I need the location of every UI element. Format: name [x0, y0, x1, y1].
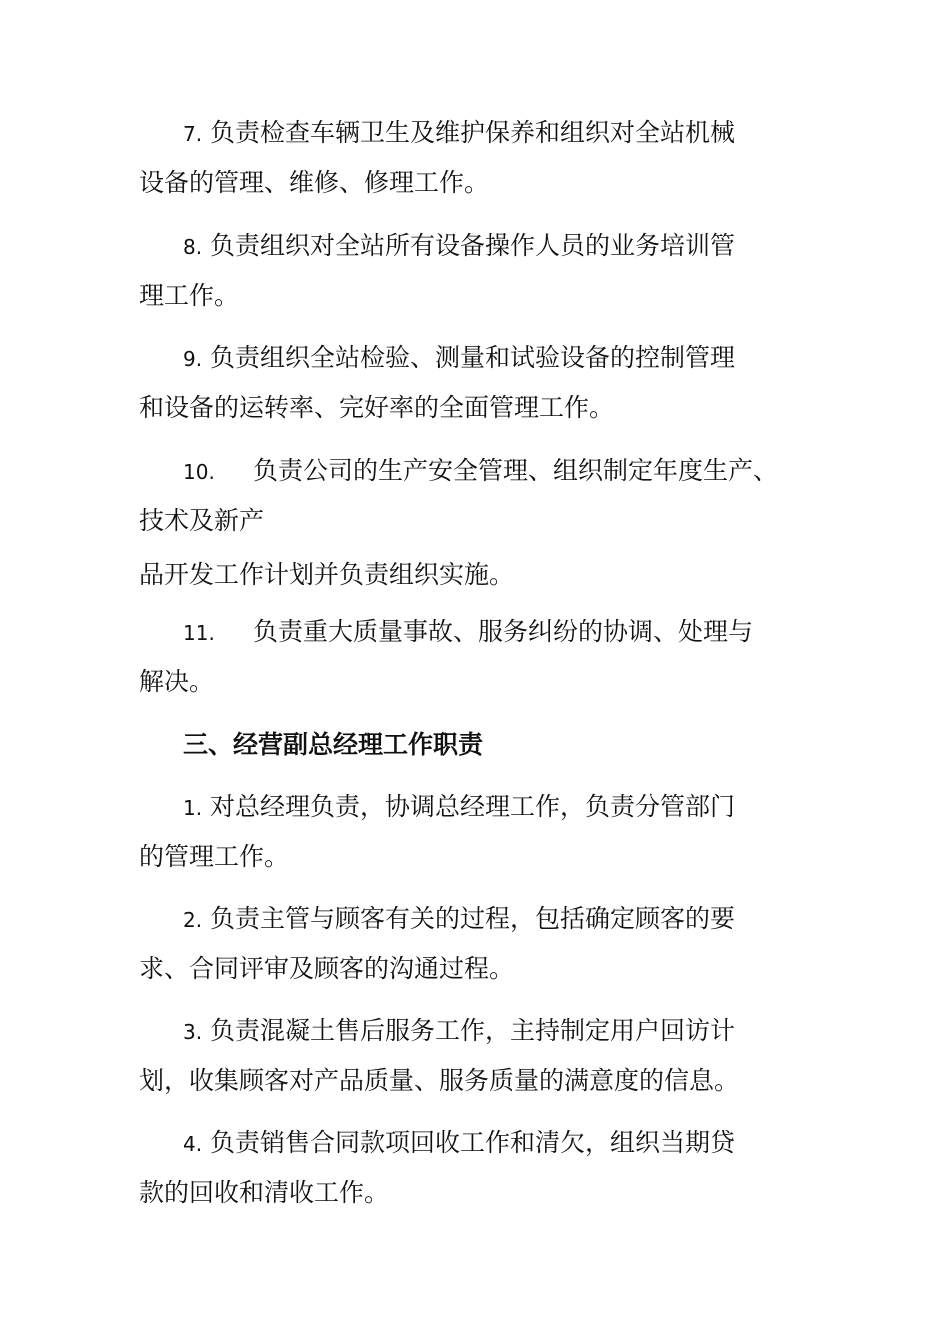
section-item-2-number: 2. — [183, 908, 203, 932]
item-9-text: 负责组织全站检验、测量和试验设备的控制管理 — [210, 343, 736, 372]
item-10-line-1 — [183, 456, 778, 487]
item-10-text: 负责公司的生产安全管理、组织制定年度生产、 — [253, 456, 779, 485]
item-7-line-1 — [183, 118, 735, 149]
section-item-1-text: 对总经理负责，协调总经理工作，负责分管部门 — [210, 792, 736, 821]
item-8-number: 8. — [183, 235, 203, 259]
item-10-line-2: 技术及新产 — [139, 506, 265, 535]
item-9-line-1 — [183, 343, 735, 374]
item-11-number: 11. — [183, 621, 215, 645]
item-8-line-2: 理工作。 — [139, 281, 240, 310]
item-11-text: 负责重大质量事故、服务纠纷的协调、处理与 — [253, 617, 754, 646]
section-item-2-line-1 — [183, 904, 735, 935]
section-item-1-number: 1. — [183, 796, 203, 820]
item-9-line-2: 和设备的运转率、完好率的全面管理工作。 — [139, 393, 615, 422]
section-item-2-line-2: 求、合同评审及顾客的沟通过程。 — [139, 954, 515, 983]
section-item-1-line-1 — [183, 792, 735, 823]
item-9-number: 9. — [183, 347, 203, 371]
section-item-3-number: 3. — [183, 1020, 203, 1044]
section-item-1-line-2: 的管理工作。 — [139, 842, 290, 871]
section-item-2-text: 负责主管与顾客有关的过程，包括确定顾客的要 — [210, 904, 736, 933]
section-item-4-line-1 — [183, 1128, 735, 1159]
section-item-3-text: 负责混凝土售后服务工作，主持制定用户回访计 — [210, 1016, 736, 1045]
item-11-line-2: 解决。 — [139, 667, 215, 696]
section-item-4-line-2: 款的回收和清收工作。 — [139, 1178, 390, 1207]
section-item-4-number: 4. — [183, 1132, 203, 1156]
section-item-3-line-1 — [183, 1016, 735, 1047]
item-10-number: 10. — [183, 460, 215, 484]
item-7-line-2: 设备的管理、维修、修理工作。 — [139, 168, 490, 197]
section-heading: 三、经营副总经理工作职责 — [183, 730, 484, 759]
item-7-number: 7. — [183, 122, 203, 146]
section-item-4-text: 负责销售合同款项回收工作和清欠，组织当期贷 — [210, 1128, 736, 1157]
item-11-line-1 — [183, 617, 753, 648]
item-8-text: 负责组织对全站所有设备操作人员的业务培训管 — [210, 231, 736, 260]
item-7-text: 负责检查车辆卫生及维护保养和组织对全站机械 — [210, 118, 736, 147]
section-item-3-line-2: 划，收集顾客对产品质量、服务质量的满意度的信息。 — [139, 1066, 740, 1095]
item-8-line-1 — [183, 231, 735, 262]
item-10-line-3: 品开发工作计划并负责组织实施。 — [139, 560, 515, 589]
